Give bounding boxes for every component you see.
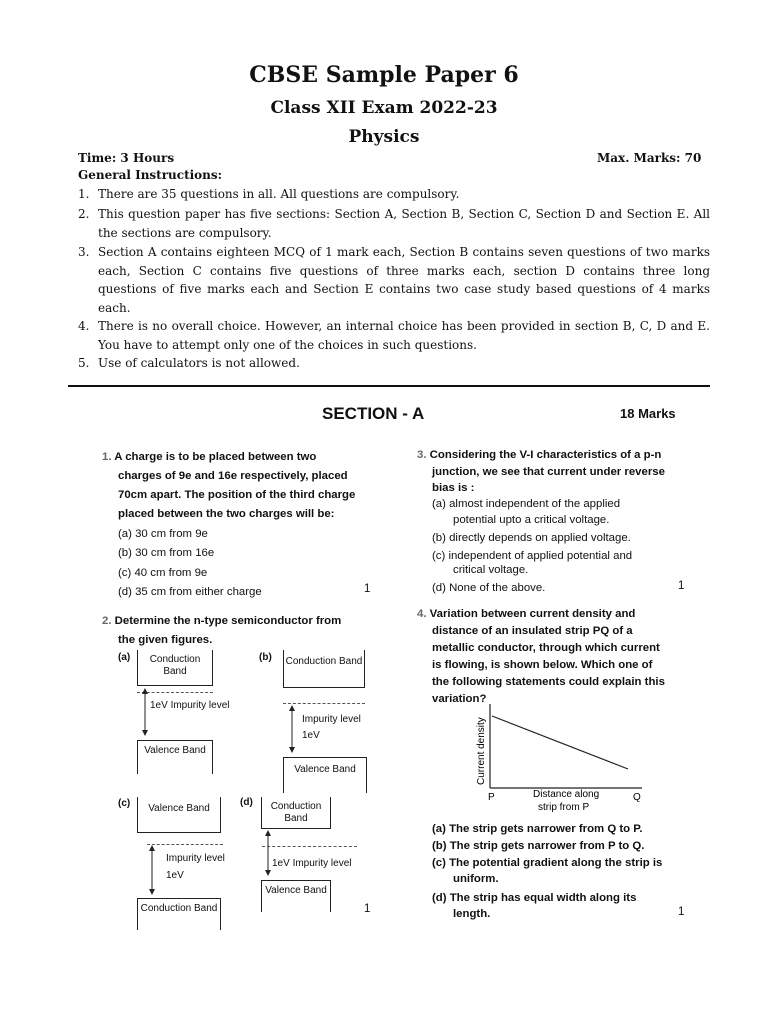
question-text-line: A charge is to be placed between two — [114, 451, 317, 463]
question-number: 2. — [102, 615, 112, 627]
option: (d) None of the above. — [432, 582, 546, 594]
instruction-item — [78, 317, 710, 354]
question-text-line: the following statements could explain this — [432, 676, 665, 688]
energy-gap-arrow-icon — [287, 705, 297, 753]
impurity-level-label: 1eV Impurity level — [272, 858, 352, 869]
option-text: (a) almost independent of the applied — [432, 498, 621, 510]
instruction-text: Use of calculators is not allowed. — [98, 356, 300, 370]
instruction-item — [78, 354, 710, 373]
option: (c) independent of applied potential and — [432, 550, 633, 562]
option: (c) The potential gradient along the strip is — [432, 857, 663, 869]
energy-gap-arrow-icon — [140, 688, 150, 736]
option-continued: length. — [453, 908, 491, 920]
question-text-line: placed between the two charges will be: — [118, 508, 335, 520]
valence-band-box: Valence Band — [283, 757, 367, 793]
question-mark: 1 — [364, 903, 371, 915]
option: (b) directly depends on applied voltage. — [432, 532, 631, 544]
question-mark: 1 — [678, 906, 685, 918]
figure-label: (c) — [118, 798, 131, 809]
question-text-line: distance of an insulated strip PQ of a — [432, 625, 633, 637]
y-axis-label: Current density — [476, 717, 487, 785]
question-number: 1. — [102, 451, 112, 463]
option: (a) 30 cm from 9e — [118, 528, 208, 540]
instruction-item — [78, 243, 710, 317]
general-instructions-heading: General Instructions: — [78, 168, 223, 182]
figure-label: (b) — [259, 652, 272, 663]
x-axis-label-line2: strip from P — [538, 802, 590, 813]
question-text-line: bias is : — [432, 482, 475, 494]
impurity-level-label: Impurity level — [302, 714, 361, 725]
question-text-line: metallic conductor, through which current — [432, 642, 660, 654]
question-1 — [102, 448, 372, 467]
conduction-band-box: Conduction Band — [283, 650, 365, 688]
question-text-line: the given figures. — [118, 634, 213, 646]
instruction-item — [78, 205, 710, 242]
instruction-item — [78, 185, 710, 204]
paper-subject: Physics — [348, 127, 420, 147]
instruction-number: 4. — [78, 319, 90, 333]
divider-line — [68, 385, 710, 387]
conduction-band-box: Conduction Band — [137, 898, 221, 930]
valence-band-box: Valence Band — [137, 797, 221, 833]
question-text-line: 70cm apart. The position of the third charge — [118, 489, 356, 501]
option: (d) 35 cm from either charge — [118, 586, 262, 598]
energy-gap-label: 1eV — [166, 870, 184, 881]
instruction-number: 2. — [78, 207, 90, 221]
option: (c) 40 cm from 9e — [118, 567, 208, 579]
instruction-text: This question paper has five sections: Section A, Section B, Section C, Section D and Section E. All the sections are compulsory. — [98, 207, 710, 240]
impurity-level-label: 1eV Impurity level — [150, 700, 230, 711]
question-number: 4. — [417, 608, 427, 620]
instruction-text: There are 35 questions in all. All questions are compulsory. — [98, 187, 460, 201]
x-axis-label-line1: Distance along — [533, 789, 600, 800]
option-continued: critical voltage. — [453, 564, 529, 576]
energy-gap-arrow-icon — [263, 830, 273, 876]
instruction-text: Section A contains eighteen MCQ of 1 mark each, Section B contains seven questions of two marks each, Section C contains five questions of three marks each, section D contains three long questions of five marks each and Section E contains two case study based questions of 4 marks each. — [98, 245, 710, 315]
option: (b) 30 cm from 16e — [118, 547, 215, 559]
question-text-line: Determine the n-type semiconductor from — [114, 615, 342, 627]
question-text-line: Variation between current density and — [429, 608, 636, 620]
question-text-line: is flowing, is shown below. Which one of — [432, 659, 653, 671]
question-mark: 1 — [364, 583, 371, 595]
figure-label: (a) — [118, 652, 131, 663]
question-text-line: Considering the V-I characteristics of a p-n — [429, 449, 662, 461]
data-line — [492, 716, 628, 769]
time-label: Time: 3 Hours — [78, 151, 175, 165]
question-text-line: junction, we see that current under reverse — [432, 466, 665, 478]
valence-band-box: Valence Band — [261, 880, 331, 912]
option: (a) The strip gets narrower from Q to P. — [432, 823, 643, 835]
option-continued: uniform. — [453, 873, 499, 885]
question-number: 3. — [417, 449, 427, 461]
figure-label: (d) — [240, 797, 253, 808]
x-tick-q: Q — [633, 792, 641, 803]
instruction-number: 1. — [78, 187, 90, 201]
instruction-number: 3. — [78, 245, 90, 259]
conduction-band-box: Conduction Band — [261, 797, 331, 829]
instruction-number: 5. — [78, 356, 90, 370]
option: (d) The strip has equal width along its — [432, 892, 637, 904]
section-title: SECTION - A — [322, 404, 425, 423]
question-mark: 1 — [678, 580, 685, 592]
paper-title: CBSE Sample Paper 6 — [249, 62, 519, 88]
question-text-line: charges of 9e and 16e respectively, placed — [118, 470, 348, 482]
section-marks: 18 Marks — [620, 406, 676, 421]
max-marks-label: Max. Marks: 70 — [597, 151, 702, 165]
energy-gap-label: 1eV — [302, 730, 320, 741]
energy-gap-arrow-icon — [147, 845, 157, 895]
valence-band-box: Valence Band — [137, 740, 213, 774]
x-tick-p: P — [488, 792, 495, 803]
paper-subtitle: Class XII Exam 2022-23 — [270, 98, 498, 118]
question-text-line: variation? — [432, 693, 487, 705]
current-density-graph — [470, 700, 650, 820]
option: (b) The strip gets narrower from P to Q. — [432, 840, 645, 852]
conduction-band-box: Conduction Band — [137, 650, 213, 686]
impurity-level-label: Impurity level — [166, 853, 225, 864]
option-continued: potential upto a critical voltage. — [453, 514, 610, 526]
instruction-text: There is no overall choice. However, an internal choice has been provided in section B, C, D and E. You have to attempt only one of the choices in such questions. — [98, 319, 710, 352]
question-2 — [102, 612, 341, 631]
